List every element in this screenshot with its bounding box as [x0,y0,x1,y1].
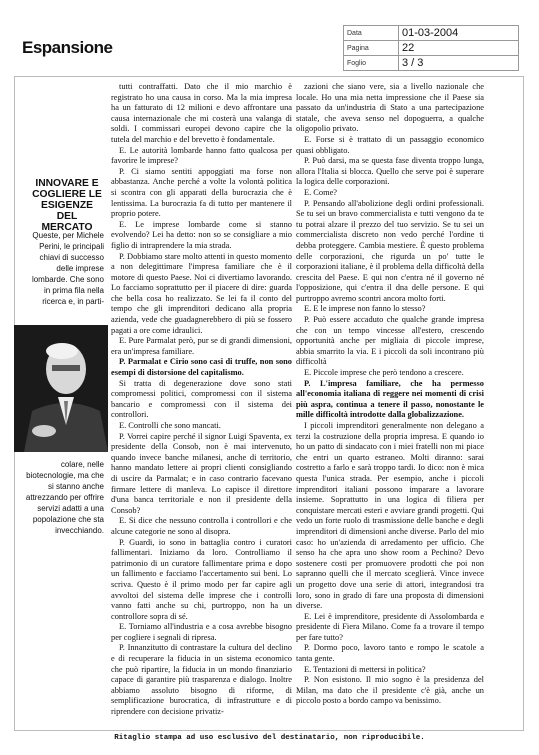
article-paragraph: P. Può essere accaduto che qualche grande impresa che con un tempo vincesse all'estero, crescendo opportunità anche per migliaia di piccole imprese, abbia smarrito la via. E i piccoli da soli incontrano più difficoltà [296,315,484,367]
article-paragraph: E. Pure Parmalat però, pur se di grandi dimensioni, era un'impresa familiare. [111,336,292,356]
article-paragraph: P. Dormo poco, lavoro tanto e rompo le scatole a tanta gente. [296,643,484,664]
meta-row-page [344,41,519,56]
article-column-1 [111,82,292,718]
article-paragraph: P. Può darsi, ma se questa fase diventa troppo lunga, allora l'Italia si blocca. Quello che serve poi è superare la logica delle corporazioni. [296,156,484,187]
article-paragraph: E. Controlli che sono mancati. [119,421,221,430]
photo-caption: colare, nelle biotecnologie, ma che si stanno anche attrezzando per offrire servizi adatti a una popolazione che sta invecchiando. [25,460,104,535]
meta-value: 3 / 3 [399,56,519,71]
masthead-logo: Espansione [22,38,113,57]
article-paragraph: E. Come? [304,187,338,197]
article-paragraph: P. Pensando all'abolizione degli ordini professionali. Se tu sei un bravo commercialista e tutti vengono da te tu potrai alzare il prezzo del tuo servizio. Se tu sei un commercialista discreto non vedo perché l'ordine ti debba proteggere. Cambia mestiere. È questo problema delle corporazioni, che rigurda un po' tutte le corporazioni italiane, è il problema della difficoltà della crescita del Paese. E qui non c'entra né il governo né l'opposizione, qui c'entra il dna delle persone. E qui purtroppo avremo scontri ancora molto forti. [296,198,484,303]
meta-label: Pagina [344,41,399,56]
article-paragraph: E. Le imprese lombarde come si stanno evolvendo? Lei ha detto: non so se consigliare a mio figlio di intraprendere la mia strada. [111,219,292,250]
portrait-illustration [14,325,108,452]
article-paragraph: Si tratta di degenerazione dove sono stati compromessi politici, compromessi con il sistema bancario e compromessi con il sistema dei controllori. [111,378,292,420]
meta-value: 01-03-2004 [399,26,519,41]
article-paragraph: E. Tentazioni di mettersi in politica? [304,664,426,674]
meta-label: Foglio [344,56,399,71]
portrait-photo [14,325,108,452]
article-paragraph: E. Forse si è trattato di un passaggio economico quasi obbligato. [296,134,484,155]
meta-row-date [344,26,519,41]
article-paragraph: zazioni che siano vere, sia a livello nazionale che locale. Ho una mia netta impressione che il Paese sia passato da un'industria di Stato a una partecipazione statale, che aveva senso nel dopoguerra, a qualche oligopolio privato. [296,82,484,134]
article-paragraph: P. Vorrei capire perché il signor Luigi Spaventa, ex presidente della Consob, non è mai intervenuto, quando invece banche milanesi, anche di territorio, hanno mandato lettere ai propri clienti consigliando di uscire da Parmalat; e in caso contrario facevano firmare lettere di manleva. Lo capisce il direttore d'una banca territoriale e non il presidente della Consob? [111,431,292,515]
sidebar-title: INNOVARE E COGLIERE LE ESIGENZE DEL MERCATO [32,178,102,233]
article-column-2 [296,82,484,707]
article-paragraph: I piccoli imprenditori generalmente non delegano a terzi la costruzione della propria impresa. E quando io ho un patto di sindacato con i miei fratelli non mi piace che entri un quarto estraneo. Molti diranno: sarai costretto a farlo e sarà troppo tardi. Io dico: non è mica questa l'unica strada. Per esempio, anche i piccoli imprenditori italiani possono imparare a lavorare insieme. Soprattutto in una logica di filiera per conquistare mercati esteri e avviare grandi progetti. Qui vedo un forte ruolo di trasmissione delle banche e degli imprenditori di dimensioni anche diverse. Parlo del mio caso: ho un'azienda di arredamento per ufficio. Che senso ha che apra uno show room a Pechino? Devo sostenere costi per promuovere prodotti che poi non sapranno quelli che il mercato sceglierà. Vince invece un progetto dove una serie di attori, integrandosi tra loro, sono in grado di fare una proposta di dimensioni diverse. [296,421,484,611]
article-paragraph: P. Parmalat e Cirio sono casi di truffe, non sono esempi di distorsione del capitalismo. [111,357,292,378]
article-paragraph: P. Innanzitutto di contrastare la cultura del declino e di recuperare la fiducia in un sistema economico che può ripartire, la fiducia in un mondo finanziario capace di garantire più trasparenza e dialogo. Inoltre abbiamo assoluto bisogno di riforme, di semplificazione burocratica, di infrastrutture e di riprendere con decisione privatiz- [111,643,292,717]
article-paragraph: P. Dobbiamo stare molto attenti in questo momento a non delegittimare l'impresa familiare che è il motore di questo Paese. Noi ci divertiamo lavorando. Lo facciamo soprattutto per il piacere di dire: guarda che bella cosa ho realizzato. Se lei fa il conto del tempo che gli imprenditori dedicano alla propria azienda, vede che guadagnerebbero di più se fossero pagati a ore come idraulici. [111,251,292,335]
article-paragraph: E. Torniamo all'industria e a cosa avrebbe bisogno per cogliere i segnali di ripresa. [111,622,292,642]
article-paragraph: P. Non esistono. Il mio sogno è la presidenza del Milan, ma dato che il presidente c'è già, anche un piccolo posto a bordo campo va benissimo. [296,675,484,706]
article-paragraph: E. Le autorità lombarde hanno fatto qualcosa per favorire le imprese? [111,145,292,166]
article-paragraph: P. L'impresa familiare, che ha permesso all'economia italiana di reggere nei momenti di crisi più aspra, continua a tenere il passo, nonostante le mille difficoltà introdotte dalla globalizzazione. [296,378,484,420]
article-paragraph: tutti contraffatti. Dato che il mio marchio è registrato ho una causa in corso. Ma la mia impresa ha un fatturato di 12 milioni e devo affrontare una causa internazionale che mi costerà una valanga di soldi. I commissari europei devono capire che la tutela del marchio e del brevetto è fondamentale. [111,82,292,144]
article-paragraph: E. Lei è imprenditore, presidente di Assolombarda e presidente di Fiera Milano. Come fa a trovare il tempo per fare tutto? [296,611,484,642]
clipping-meta-table [343,25,519,71]
article-paragraph: E. Piccole imprese che però tendono a crescere. [304,368,464,378]
sidebar-text: Queste, per Michele Perini, le principali chiavi di successo delle imprese lombarde. Che sono in prima fila nella ricerca e, in parti- [31,231,104,306]
footer-disclaimer: Ritaglio stampa ad uso esclusivo del destinatario, non riproducibile. [114,734,425,742]
meta-row-sheet [344,56,519,71]
article-paragraph: P. Guardi, io sono in battaglia contro i curatori fallimentari. Iniziamo da loro. Controlliamo il patrimonio di un curatore fallimentare prima e dopo un fallimento e facciamo l'accertamento sui beni. Lo scriva. Questo è il primo modo per far capire agli avvoltoi del sistema delle imprese che i controlli vanno fatti anche su chi, purtroppo, non ha un controllore sopra di sé. [111,537,292,621]
article-paragraph: E. E le imprese non fanno lo stesso? [304,304,426,314]
article-paragraph: E. Si dice che nessuno controlla i controllori e che alcune categorie ne sono al disopra. [111,516,292,536]
article-paragraph: P. Ci siamo sentiti appoggiati ma forse non abbastanza. Anche perché a volte la volontà politica si scontra con gli apparati della burocrazia che è lentissima. La burocrazia fa di tutto per mantenere il proprio potere. [111,166,292,219]
meta-label: Data [344,26,399,41]
meta-value: 22 [399,41,519,56]
